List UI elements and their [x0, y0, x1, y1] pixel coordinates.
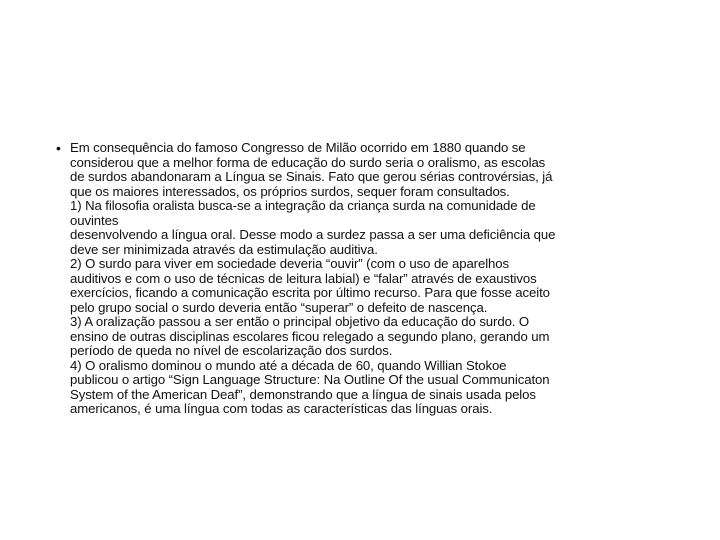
text-line: ensino de outras disciplinas escolares ficou relegado a segundo plano, gerando um	[70, 328, 550, 344]
text-line: período de queda no nível de escolarização dos surdos.	[70, 343, 393, 358]
text-line: ouvintes	[70, 212, 119, 228]
text-line: 1) Na filosofia oralista busca-se a integração da criança surda na comunidade de	[70, 198, 536, 213]
text-line: 4) O oralismo dominou o mundo até a década de 60, quando Willian Stokoe	[70, 357, 507, 373]
text-line: de surdos abandonaram a Língua se Sinais. Fato que gerou sérias controvérsias, já	[70, 169, 553, 184]
text-line: auditivos e com o uso de técnicas de leitura labial) e “falar” através de exaustivos	[70, 270, 537, 286]
text-line: 2) O surdo para viver em sociedade deveria “ouvir” (com o uso de aparelhos	[70, 256, 509, 271]
text-line: 3) A oralização passou a ser então o principal objetivo da educação do surdo. O	[70, 314, 530, 329]
text-line: System of the American Deaf”, demonstrando que a língua de sinais usada pelos	[70, 386, 536, 402]
text-line: exercícios, ficando a comunicação escrita por último recurso. Para que fosse aceito	[70, 285, 550, 300]
text-line: desenvolvendo a língua oral. Desse modo a surdez passa a ser uma deficiência que	[70, 227, 556, 242]
text-line: Em consequência do famoso Congresso de Milão ocorrido em 1880 quando se	[70, 140, 526, 155]
bullet-marker: •	[56, 140, 61, 156]
text-line: publicou o artigo “Sign Language Structure: Na Outline Of the usual Communicaton	[70, 372, 550, 387]
text-line: que os maiores interessados, os próprios surdos, sequer foram consultados.	[70, 183, 510, 199]
text-line: pelo grupo social o surdo deveria então “superar” o defeito de nascença.	[70, 299, 488, 315]
text-line: considerou que a melhor forma de educação do surdo seria o oralismo, as escolas	[70, 154, 546, 170]
text-line: deve ser minimizada através da estimulação auditiva.	[70, 241, 378, 257]
paragraph-text	[70, 141, 666, 417]
text-line: americanos, é uma língua com todas as características das línguas orais.	[70, 401, 493, 416]
